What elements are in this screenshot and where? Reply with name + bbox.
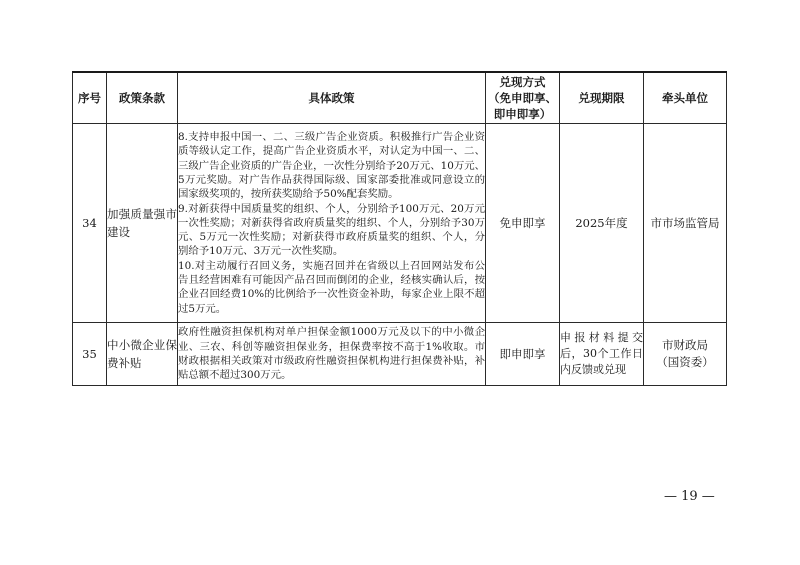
table-header-row [73,72,727,124]
row-unit [644,124,727,323]
row-clause: 中小微企业保费补贴 [107,323,178,386]
row-method: 即申即享 [486,323,560,386]
policy-item: 政府性融资担保机构对单户担保金额1000万元及以下的中小微企业、三农、科创等融资担保业务，担保费率按不高于1%收取。市财政根据相关政策对市级政府性融资担保机构进行担保费补贴，补贴总额不超过300万元。 [178,326,485,382]
header-policy: 具体政策 [178,72,486,124]
row-unit [644,323,727,386]
policy-table [72,71,727,386]
row-policy [178,323,486,386]
header-method-line1: 兑现方式 [499,75,546,89]
header-period: 兑现期限 [560,72,644,124]
policy-item: 10.对主动履行召回义务，实施召回并在省级以上召回网站发布公告且经营困难有可能因产品召回而倒闭的企业，经核实确认后，按企业召回经费10%的比例给予一次性资金补助，每家企业上限不超过5万元。 [178,259,485,315]
row-unit-line2: （国资委） [656,355,714,369]
page-number: — 19 — [664,489,715,504]
header-method [486,72,560,124]
row-clause: 加强质量强市建设 [107,124,178,323]
row-policy [178,124,486,323]
table-row [73,124,727,323]
table-row [73,323,727,386]
row-method: 免申即享 [486,124,560,323]
row-seq: 35 [73,323,107,386]
row-unit-line1: 市财政局 [662,338,708,352]
header-seq: 序号 [73,72,107,124]
row-seq: 34 [73,124,107,323]
header-unit: 牵头单位 [644,72,727,124]
header-method-line2: （免申即享、 [488,91,557,105]
row-unit-line1: 市市场监管局 [650,215,720,230]
header-method-line3: 即申即享） [493,107,552,121]
row-period: 2025年度 [560,124,644,323]
row-period: 申报材料提交后，30个工作日内反馈或兑现 [560,323,644,386]
policy-item: 9.对新获得中国质量奖的组织、个人，分别给予100万元、20万元一次性奖励；对新获得省政府质量奖的组织、个人，分别给予30万元、5万元一次性奖励；对新获得市政府质量奖的组织、个人，分别给予10万元、3万元一次性奖励。 [178,202,485,258]
policy-item: 8.支持申报中国一、二、三级广告企业资质。积极推行广告企业资质等级认定工作，提高广告企业资质水平，对认定为中国一、二、三级广告企业资质的广告企业，一次性分别给予20万元、10万元、5万元奖励。对广告作品获得国际级、国家部委批准或同意设立的国家级奖项的，按所获奖励给予50%配套奖励。 [178,131,485,201]
header-clause: 政策条款 [107,72,178,124]
